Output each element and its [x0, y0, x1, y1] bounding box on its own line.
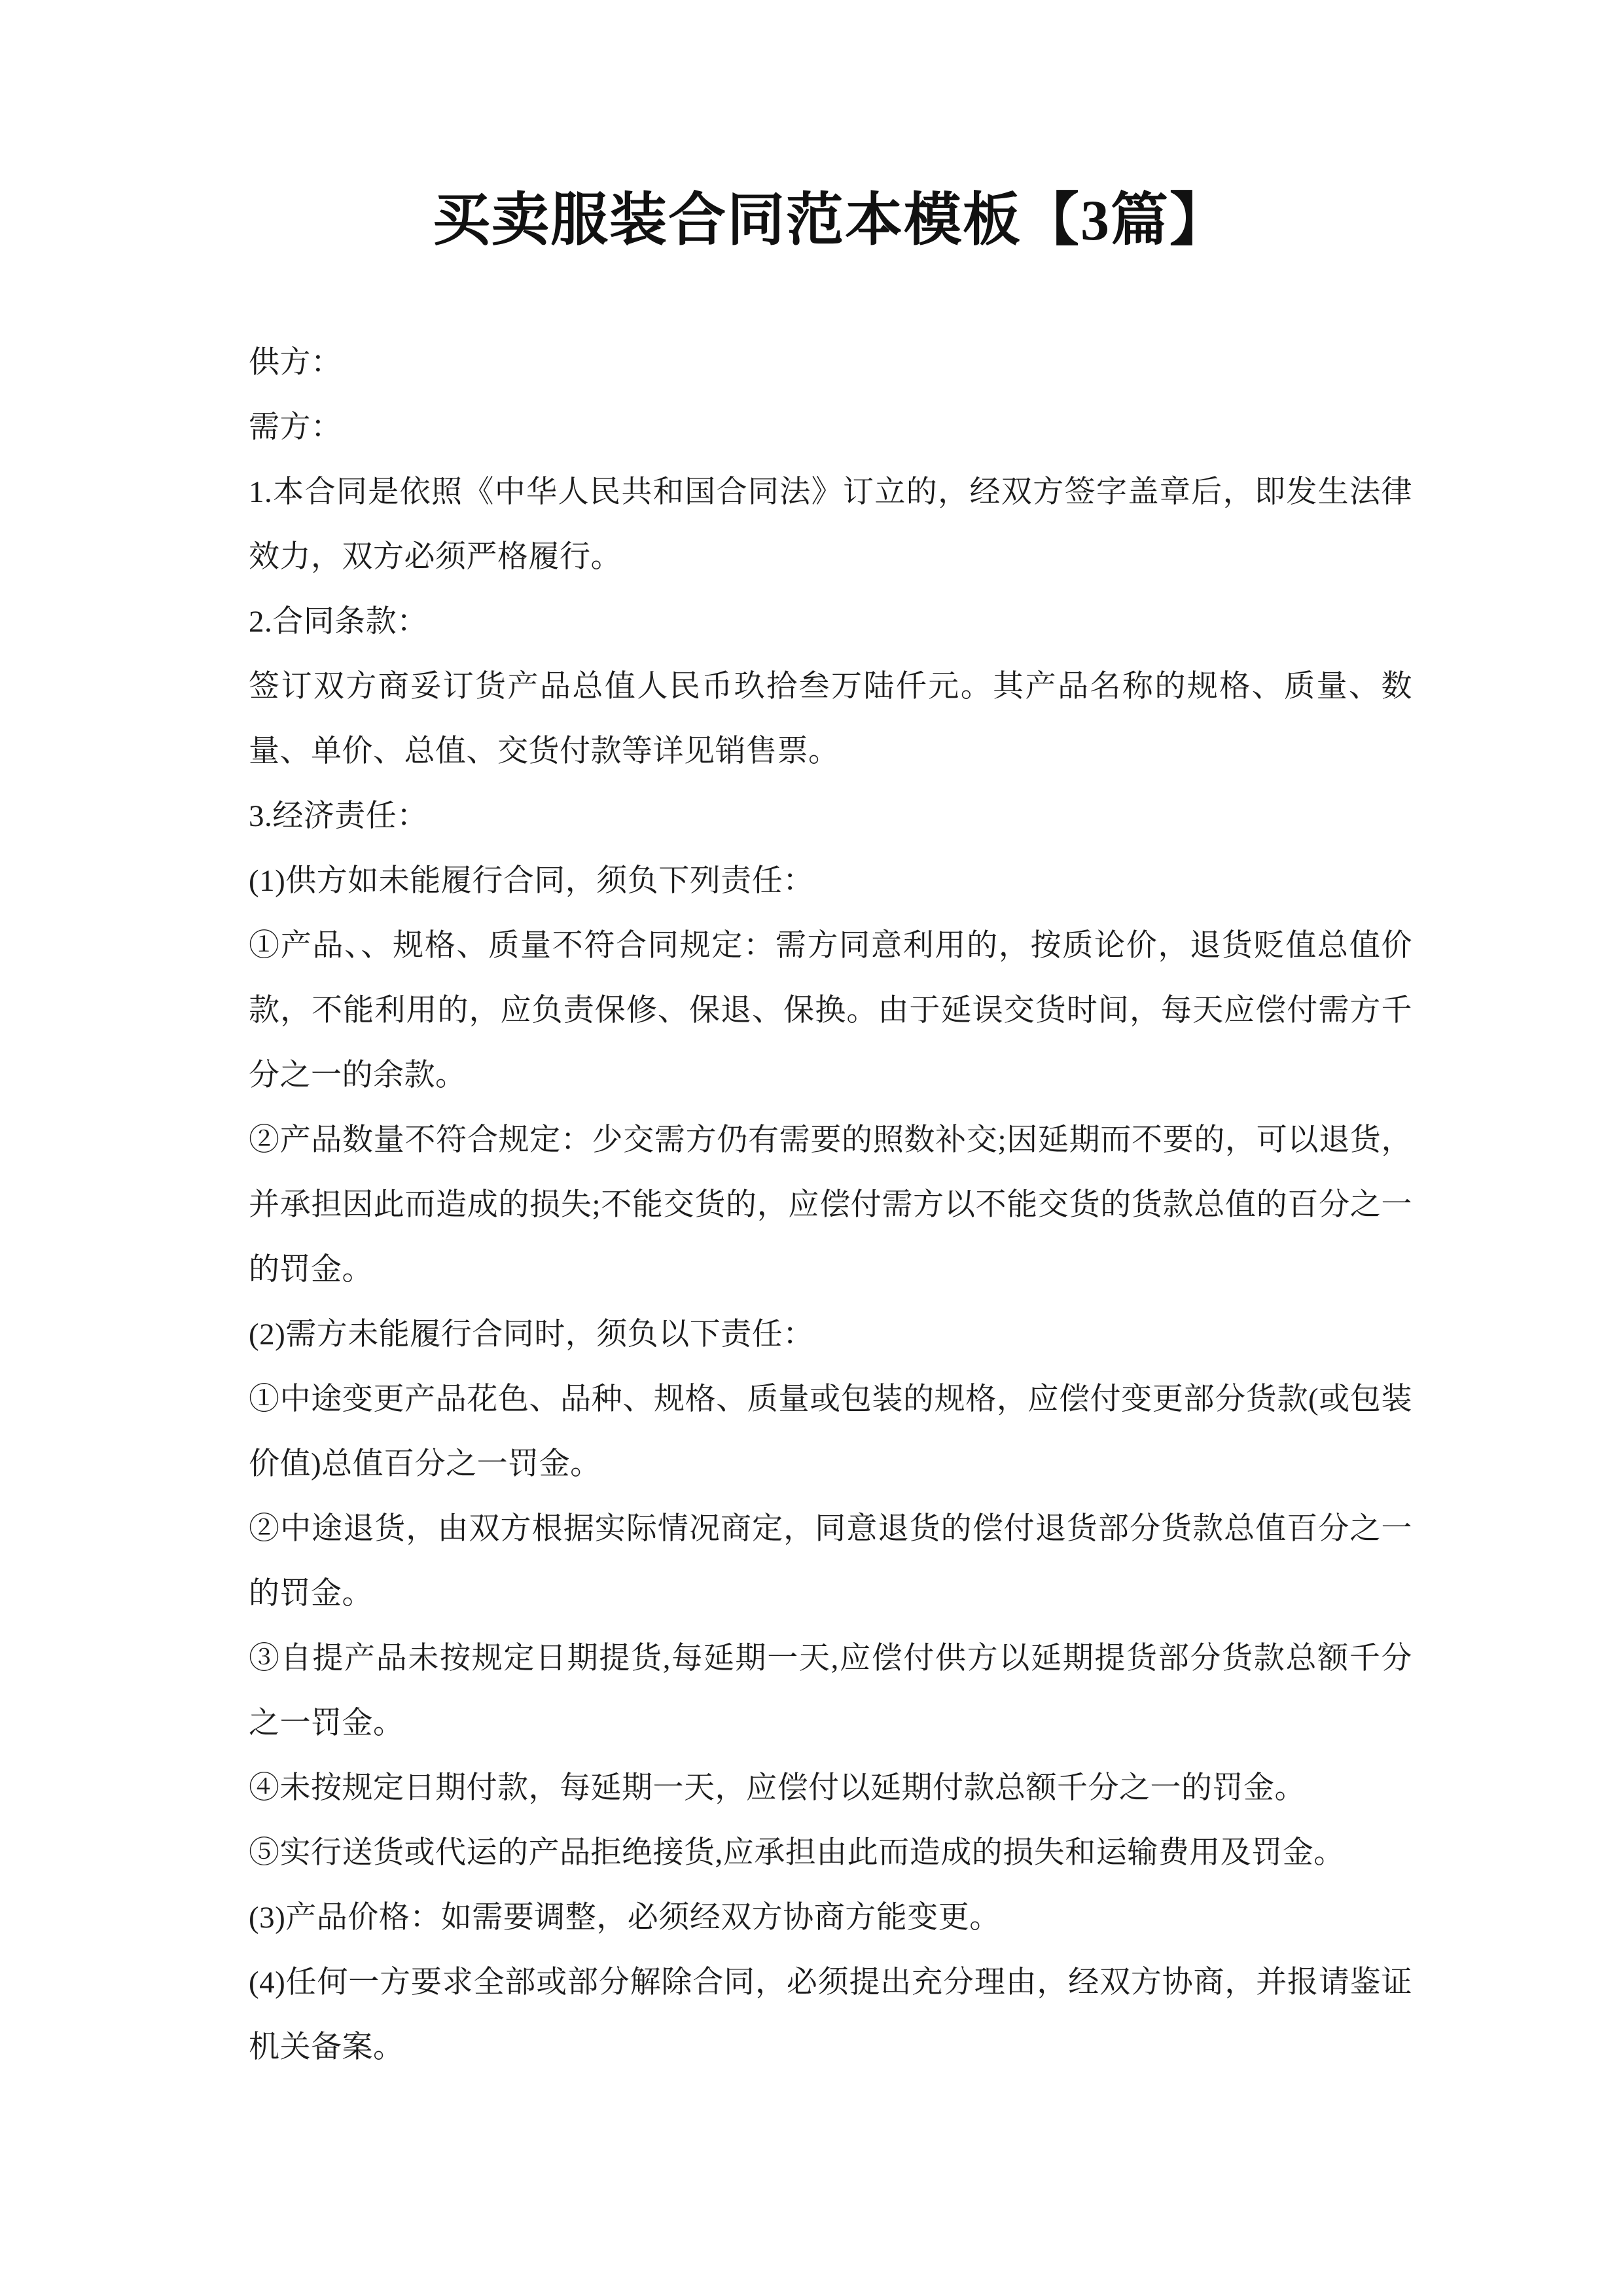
paragraph-clause-3-1-item1: ①产品、、规格、质量不符合同规定：需方同意利用的，按质论价，退货贬值总值价款，不能利用的，应负责保修、保退、保换。由于延误交货时间，每天应偿付需方千分之一的余款。: [249, 928, 1412, 1092]
paragraph-buyer: 需方：: [249, 410, 342, 444]
paragraph-clause-3-heading: 3.经济责任：: [249, 798, 428, 833]
paragraph-clause-3-1-item2: ②产品数量不符合规定：少交需方仍有需要的照数补交;因延期而不要的，可以退货，并承担因此而造成的损失;不能交货的，应偿付需方以不能交货的货款总值的百分之一的罚金。: [249, 1122, 1412, 1287]
paragraph-clause-3-4: (4)任何一方要求全部或部分解除合同，必须提出充分理由，经双方协商，并报请鉴证机关备案。: [249, 1965, 1412, 2064]
document-title: 买卖服装合同范本模板【3篇】: [432, 189, 1228, 253]
paragraph-clause-3-2-item2: ②中途退货，由双方根据实际情况商定，同意退货的偿付退货部分货款总值百分之一的罚金。: [249, 1511, 1412, 1611]
paragraph-clause-3-1: (1)供方如未能履行合同，须负下列责任：: [249, 863, 814, 898]
paragraph-clause-2-body: 签订双方商妥订货产品总值人民币玖拾叁万陆仟元。其产品名称的规格、质量、数量、单价、总值、交货付款等详见销售票。: [249, 669, 1412, 768]
paragraph-clause-3-2-item1: ①中途变更产品花色、品种、规格、质量或包装的规格，应偿付变更部分货款(或包装价值)总值百分之一罚金。: [249, 1382, 1412, 1481]
paragraph-supplier: 供方：: [249, 345, 342, 380]
paragraph-clause-1: 1.本合同是依照《中华人民共和国合同法》订立的，经双方签字盖章后，即发生法律效力，双方必须严格履行。: [249, 475, 1412, 574]
paragraph-clause-3-2-item3: ③自提产品未按规定日期提货,每延期一天,应偿付供方以延期提货部分货款总额千分之一罚金。: [249, 1641, 1412, 1740]
paragraph-clause-3-2: (2)需方未能履行合同时，须负以下责任：: [249, 1317, 814, 1352]
document-body: [249, 331, 1412, 2080]
paragraph-clause-3-2-item5: ⑤实行送货或代运的产品拒绝接货,应承担由此而造成的损失和运输费用及罚金。: [249, 1835, 1345, 1870]
paragraph-clause-2-heading: 2.合同条款：: [249, 604, 428, 639]
paragraph-clause-3-3: (3)产品价格：如需要调整，必须经双方协商方能变更。: [249, 1900, 1001, 1935]
paragraph-clause-3-2-item4: ④未按规定日期付款，每延期一天，应偿付以延期付款总额千分之一的罚金。: [249, 1770, 1306, 1805]
